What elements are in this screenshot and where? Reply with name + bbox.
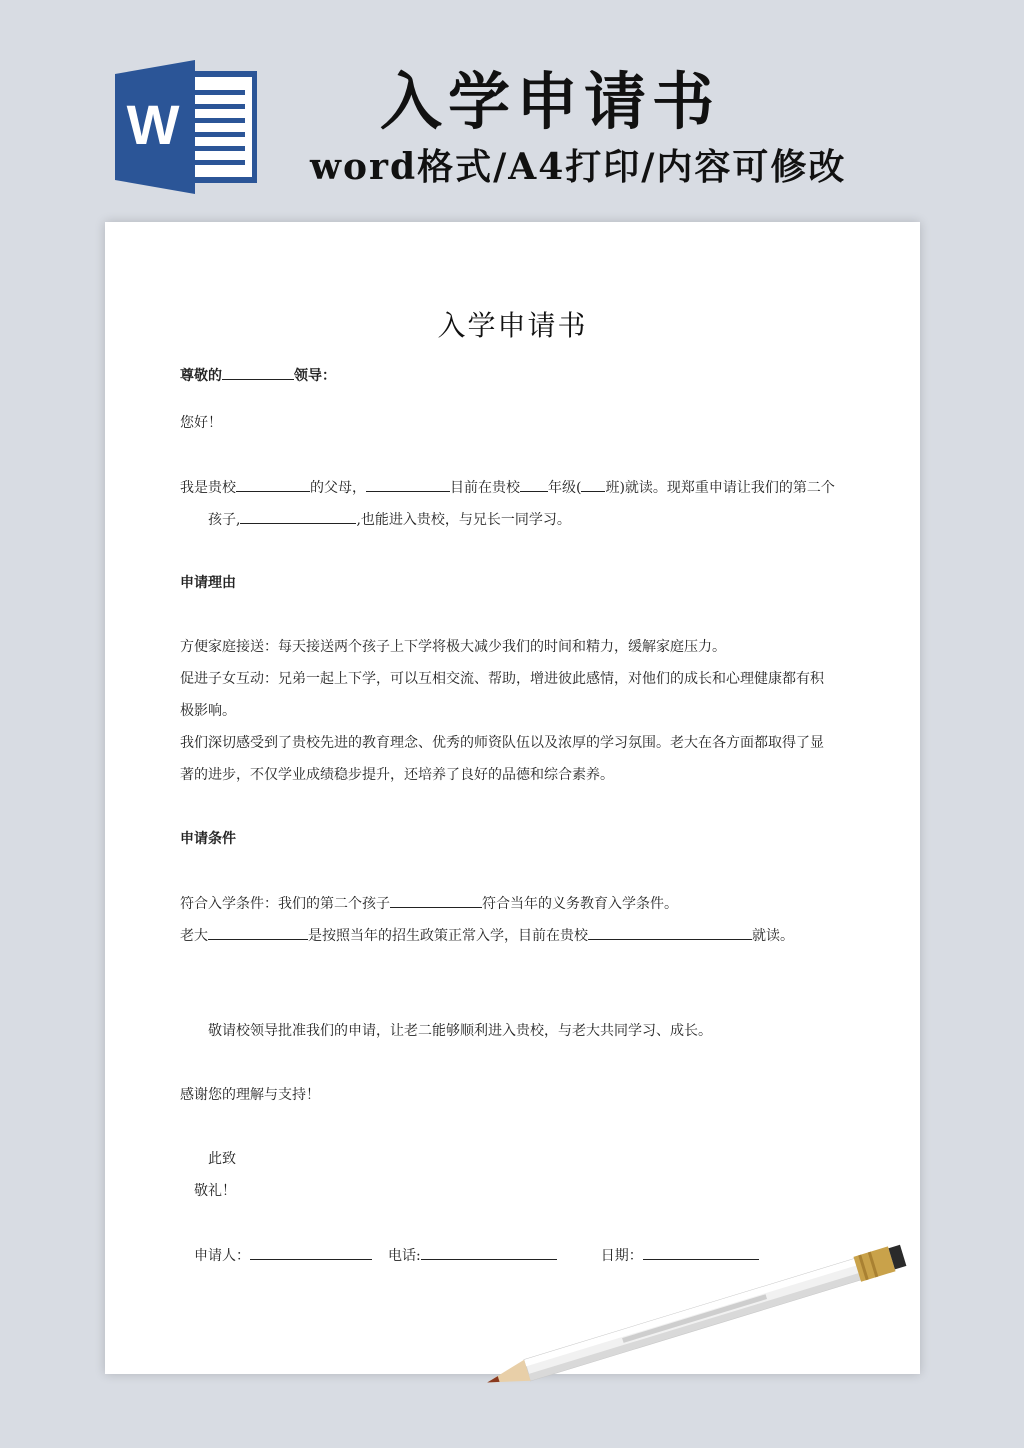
closing-2: 敬礼！ <box>194 1183 236 1199</box>
applicant-label: 申请人： <box>194 1248 250 1264</box>
p1-text-f: 孩子, <box>208 512 241 528</box>
second-child-blank[interactable] <box>240 509 356 524</box>
applicant-blank[interactable] <box>250 1245 372 1260</box>
reason-2-line-1: 促进子女互动：兄弟一起上下学，可以互相交流、帮助，增进彼此感情，对他们的成长和心理健康都有积 <box>180 671 824 687</box>
p1-text-c: 目前在贵校 <box>450 480 520 496</box>
recipient-blank[interactable] <box>222 365 294 380</box>
reason-1: 方便家庭接送：每天接送两个孩子上下学将极大减少我们的时间和精力，缓解家庭压力。 <box>180 639 726 655</box>
greeting-line <box>180 365 336 386</box>
request-line: 敬请校领导批准我们的申请，让老二能够顺利进入贵校，与老大共同学习、成长。 <box>208 1023 712 1039</box>
parent-name-blank[interactable] <box>366 477 450 492</box>
grade-blank[interactable] <box>520 477 548 492</box>
reason-heading: 申请理由 <box>180 575 236 591</box>
p1-text-a: 我是贵校 <box>180 480 236 496</box>
cond-2-text-b: 是按照当年的招生政策正常入学，目前在贵校 <box>308 928 588 944</box>
banner-subtitle: word格式/A4打印/内容可修改 <box>310 146 847 188</box>
reason-2-line-2: 极影响。 <box>180 703 236 719</box>
hello-line: 您好！ <box>180 415 222 431</box>
condition-1 <box>180 893 678 914</box>
paragraph-1-line-2 <box>208 509 571 530</box>
eldest-name-blank[interactable] <box>208 925 308 940</box>
class-blank[interactable] <box>581 477 605 492</box>
phone-label: 电话: <box>388 1248 421 1264</box>
thanks-line: 感谢您的理解与支持！ <box>180 1087 320 1103</box>
p1-text-d: 年级( <box>548 480 582 496</box>
condition-2 <box>180 925 794 946</box>
word-logo-icon <box>115 60 257 194</box>
second-child-name-blank[interactable] <box>390 893 482 908</box>
paragraph-1-line-1 <box>180 477 835 498</box>
child-name-blank[interactable] <box>236 477 310 492</box>
cond-2-text-a: 老大 <box>180 928 208 944</box>
document-page <box>105 222 920 1374</box>
greeting-prefix: 尊敬的 <box>180 368 222 384</box>
word-logo-letter: W <box>126 93 180 156</box>
banner-title: 入学申请书 <box>380 65 721 138</box>
p1-text-e: 班)就读。现郑重申请让我们的第二个 <box>605 480 835 496</box>
p1-text-b: 的父母， <box>310 480 366 496</box>
cond-1-text-a: 符合入学条件：我们的第二个孩子 <box>180 896 390 912</box>
cond-1-text-b: 符合当年的义务教育入学条件。 <box>482 896 678 912</box>
cond-2-text-c: 就读。 <box>752 928 794 944</box>
closing-1: 此致 <box>208 1151 236 1167</box>
greeting-suffix: 领导： <box>294 368 336 384</box>
date-label: 日期： <box>600 1248 643 1264</box>
reason-3-line-2: 著的进步，不仅学业成绩稳步提升，还培养了良好的品德和综合素养。 <box>180 767 614 783</box>
condition-heading: 申请条件 <box>180 831 236 847</box>
document-title: 入学申请书 <box>437 309 588 342</box>
p1-text-g: ,也能进入贵校，与兄长一同学习。 <box>356 512 571 528</box>
pencil-icon <box>460 1240 930 1400</box>
reason-3-line-1: 我们深切感受到了贵校先进的教育理念、优秀的师资队伍以及浓厚的学习氛围。老大在各方面都取得了显 <box>180 735 824 751</box>
eldest-class-blank[interactable] <box>588 925 752 940</box>
